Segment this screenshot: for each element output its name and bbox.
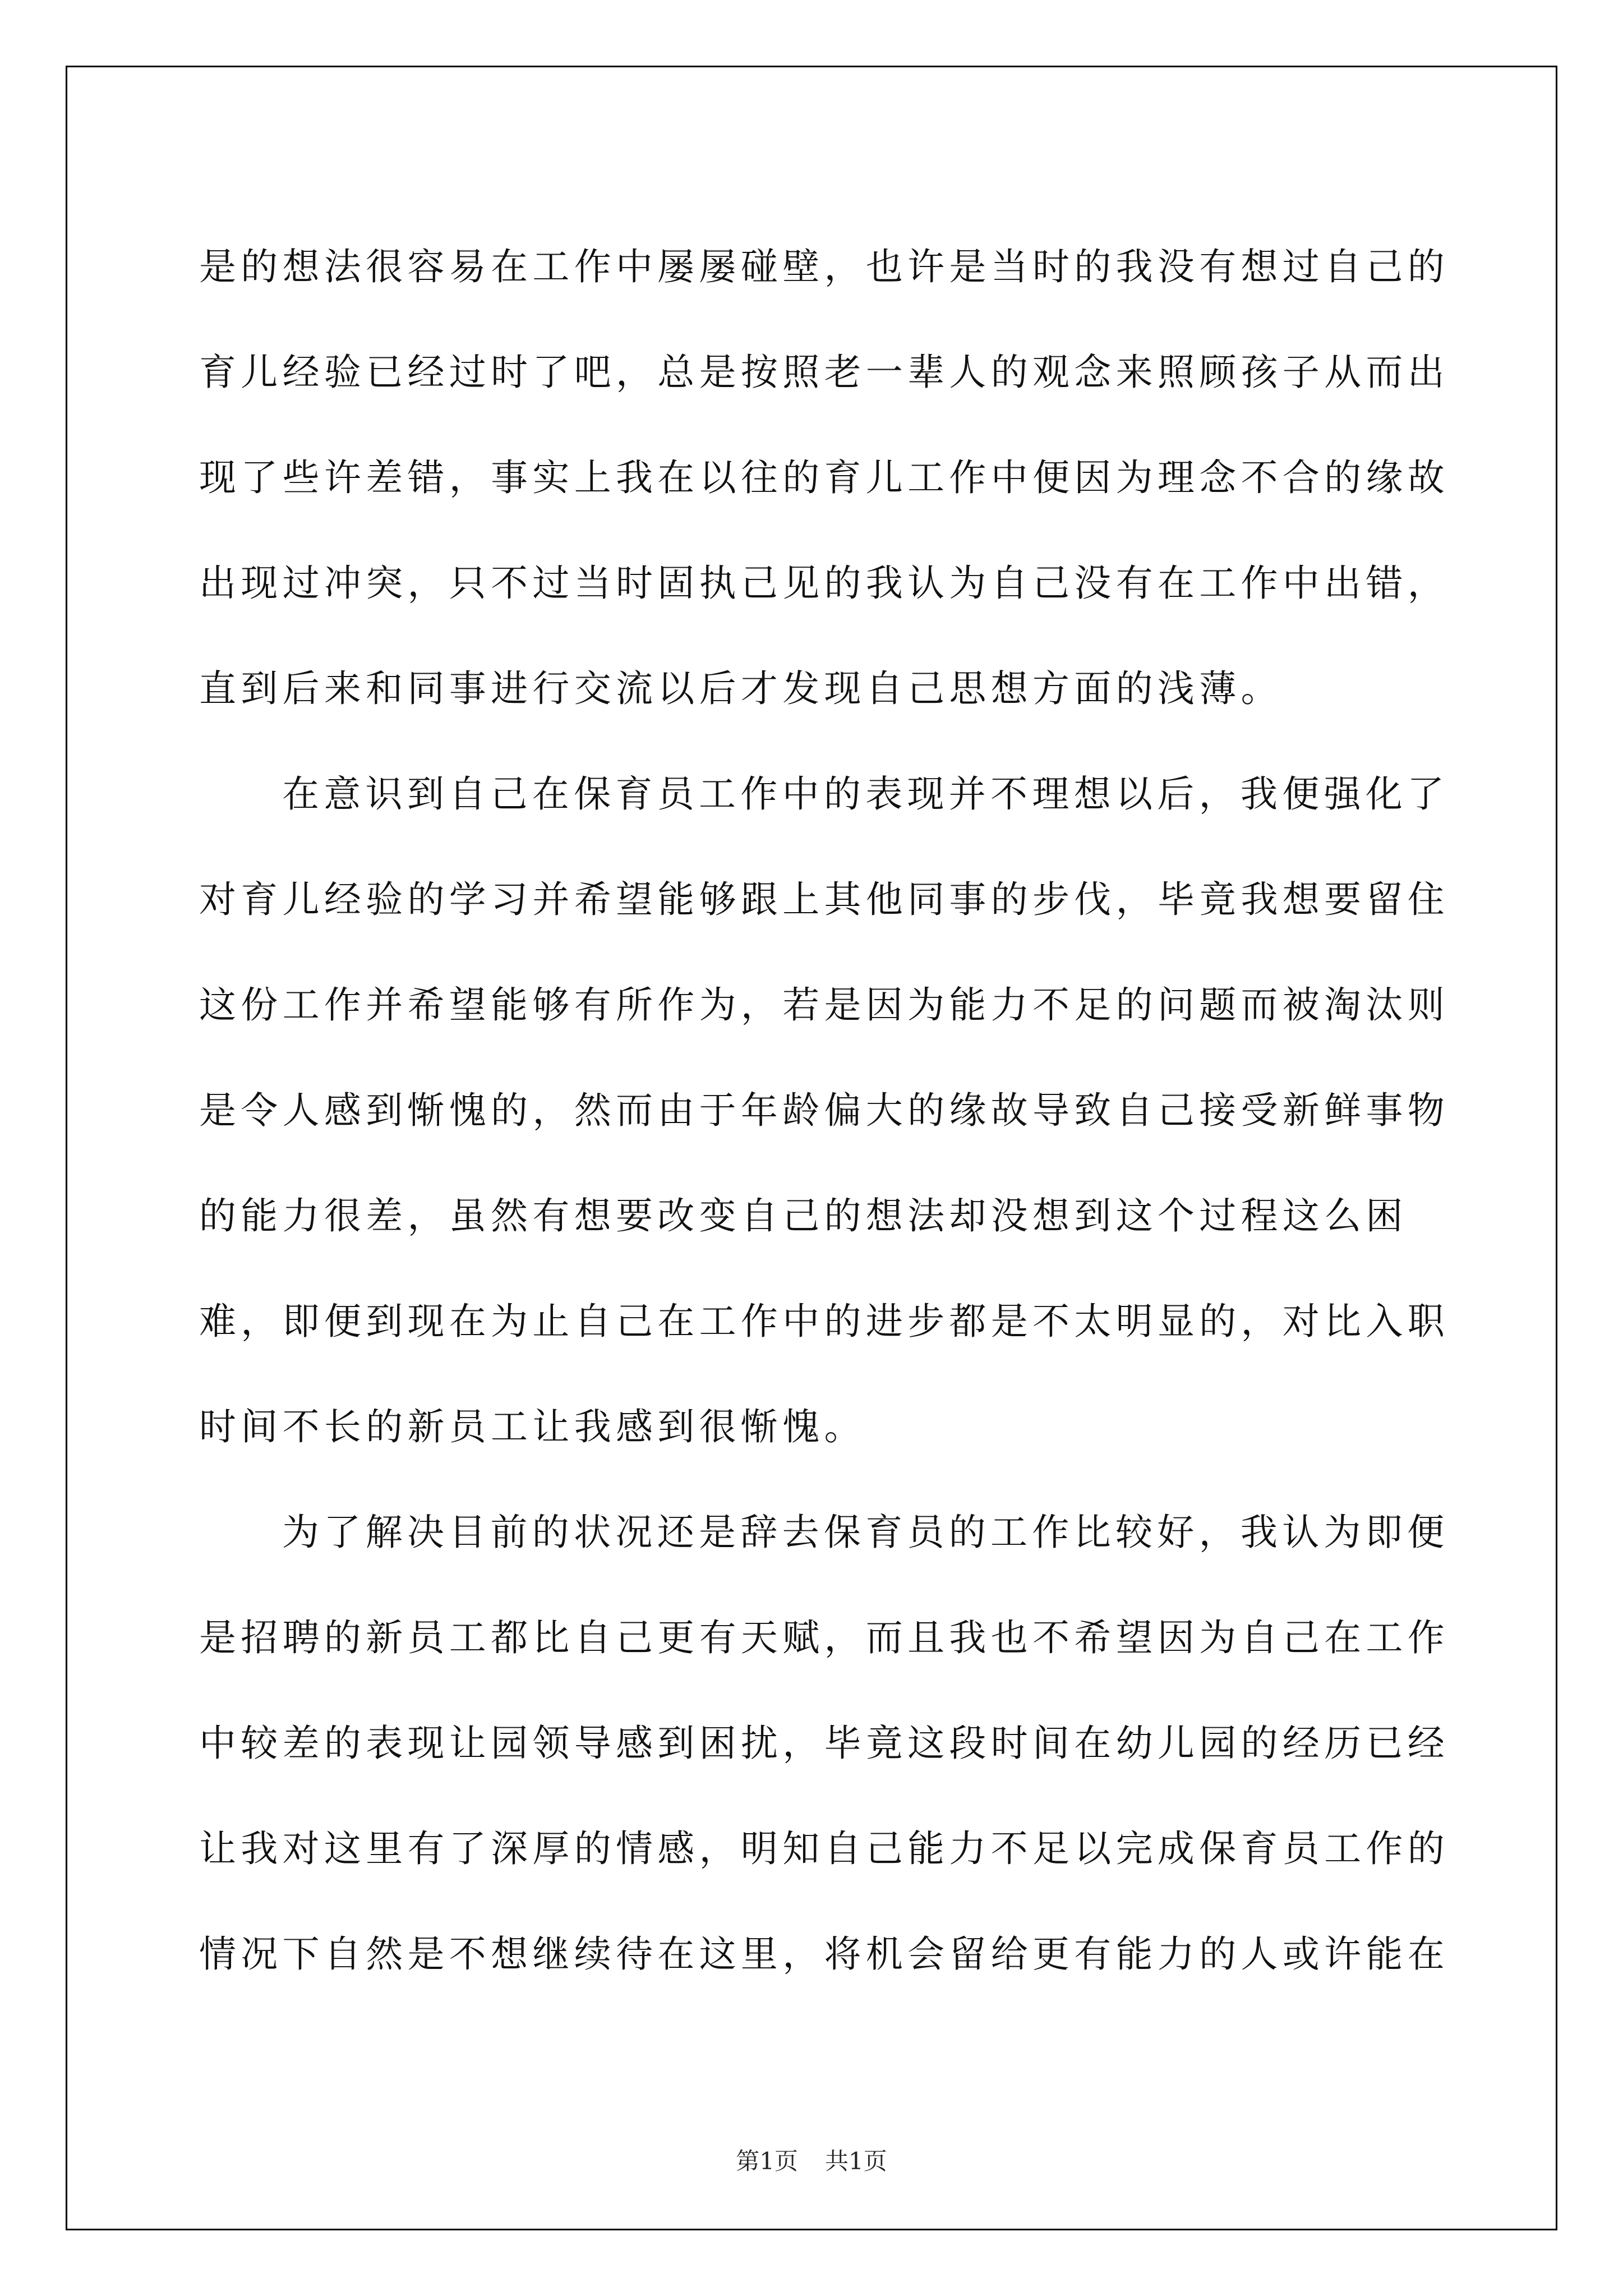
page-number-current: 第1页 — [736, 2147, 798, 2175]
document-body — [199, 214, 1451, 2007]
paragraph-3: 为了解决目前的状况还是辞去保育员的工作比较好，我认为即便是招聘的新员工都比自己更有天赋，而且我也不希望因为自己在工作中较差的表现让园领导感到困扰，毕竟这段时间在幼儿园的经历已经让我对这里有了深厚的情感，明知自己能力不足以完成保育员工作的情况下自然是不想继续待在这里，将机会留给更有能力的人或许能在 — [199, 1511, 1449, 1976]
paragraph-2: 在意识到自己在保育员工作中的表现并不理想以后，我便强化了对育儿经验的学习并希望能够跟上其他同事的步伐，毕竟我想要留住这份工作并希望能够有所作为，若是因为能力不足的问题而被淘汰则是令人感到惭愧的，然而由于年龄偏大的缘故导致自己接受新鲜事物的能力很差，虽然有想要改变自己的想法却没想到这个过程这么困难，即便到现在为止自己在工作中的进步都是不太明显的，对比入职时间不长的新员工让我感到很惭愧。 — [199, 772, 1449, 1448]
page-footer — [0, 2143, 1623, 2177]
page-number-total: 共1页 — [825, 2147, 887, 2175]
paragraph-1: 是的想法很容易在工作中屡屡碰壁，也许是当时的我没有想过自己的育儿经验已经过时了吧，总是按照老一辈人的观念来照顾孩子从而出现了些许差错，事实上我在以往的育儿工作中便因为理念不合的缘故出现过冲突，只不过当时固执己见的我认为自己没有在工作中出错，直到后来和同事进行交流以后才发现自己思想方面的浅薄。 — [199, 245, 1449, 710]
